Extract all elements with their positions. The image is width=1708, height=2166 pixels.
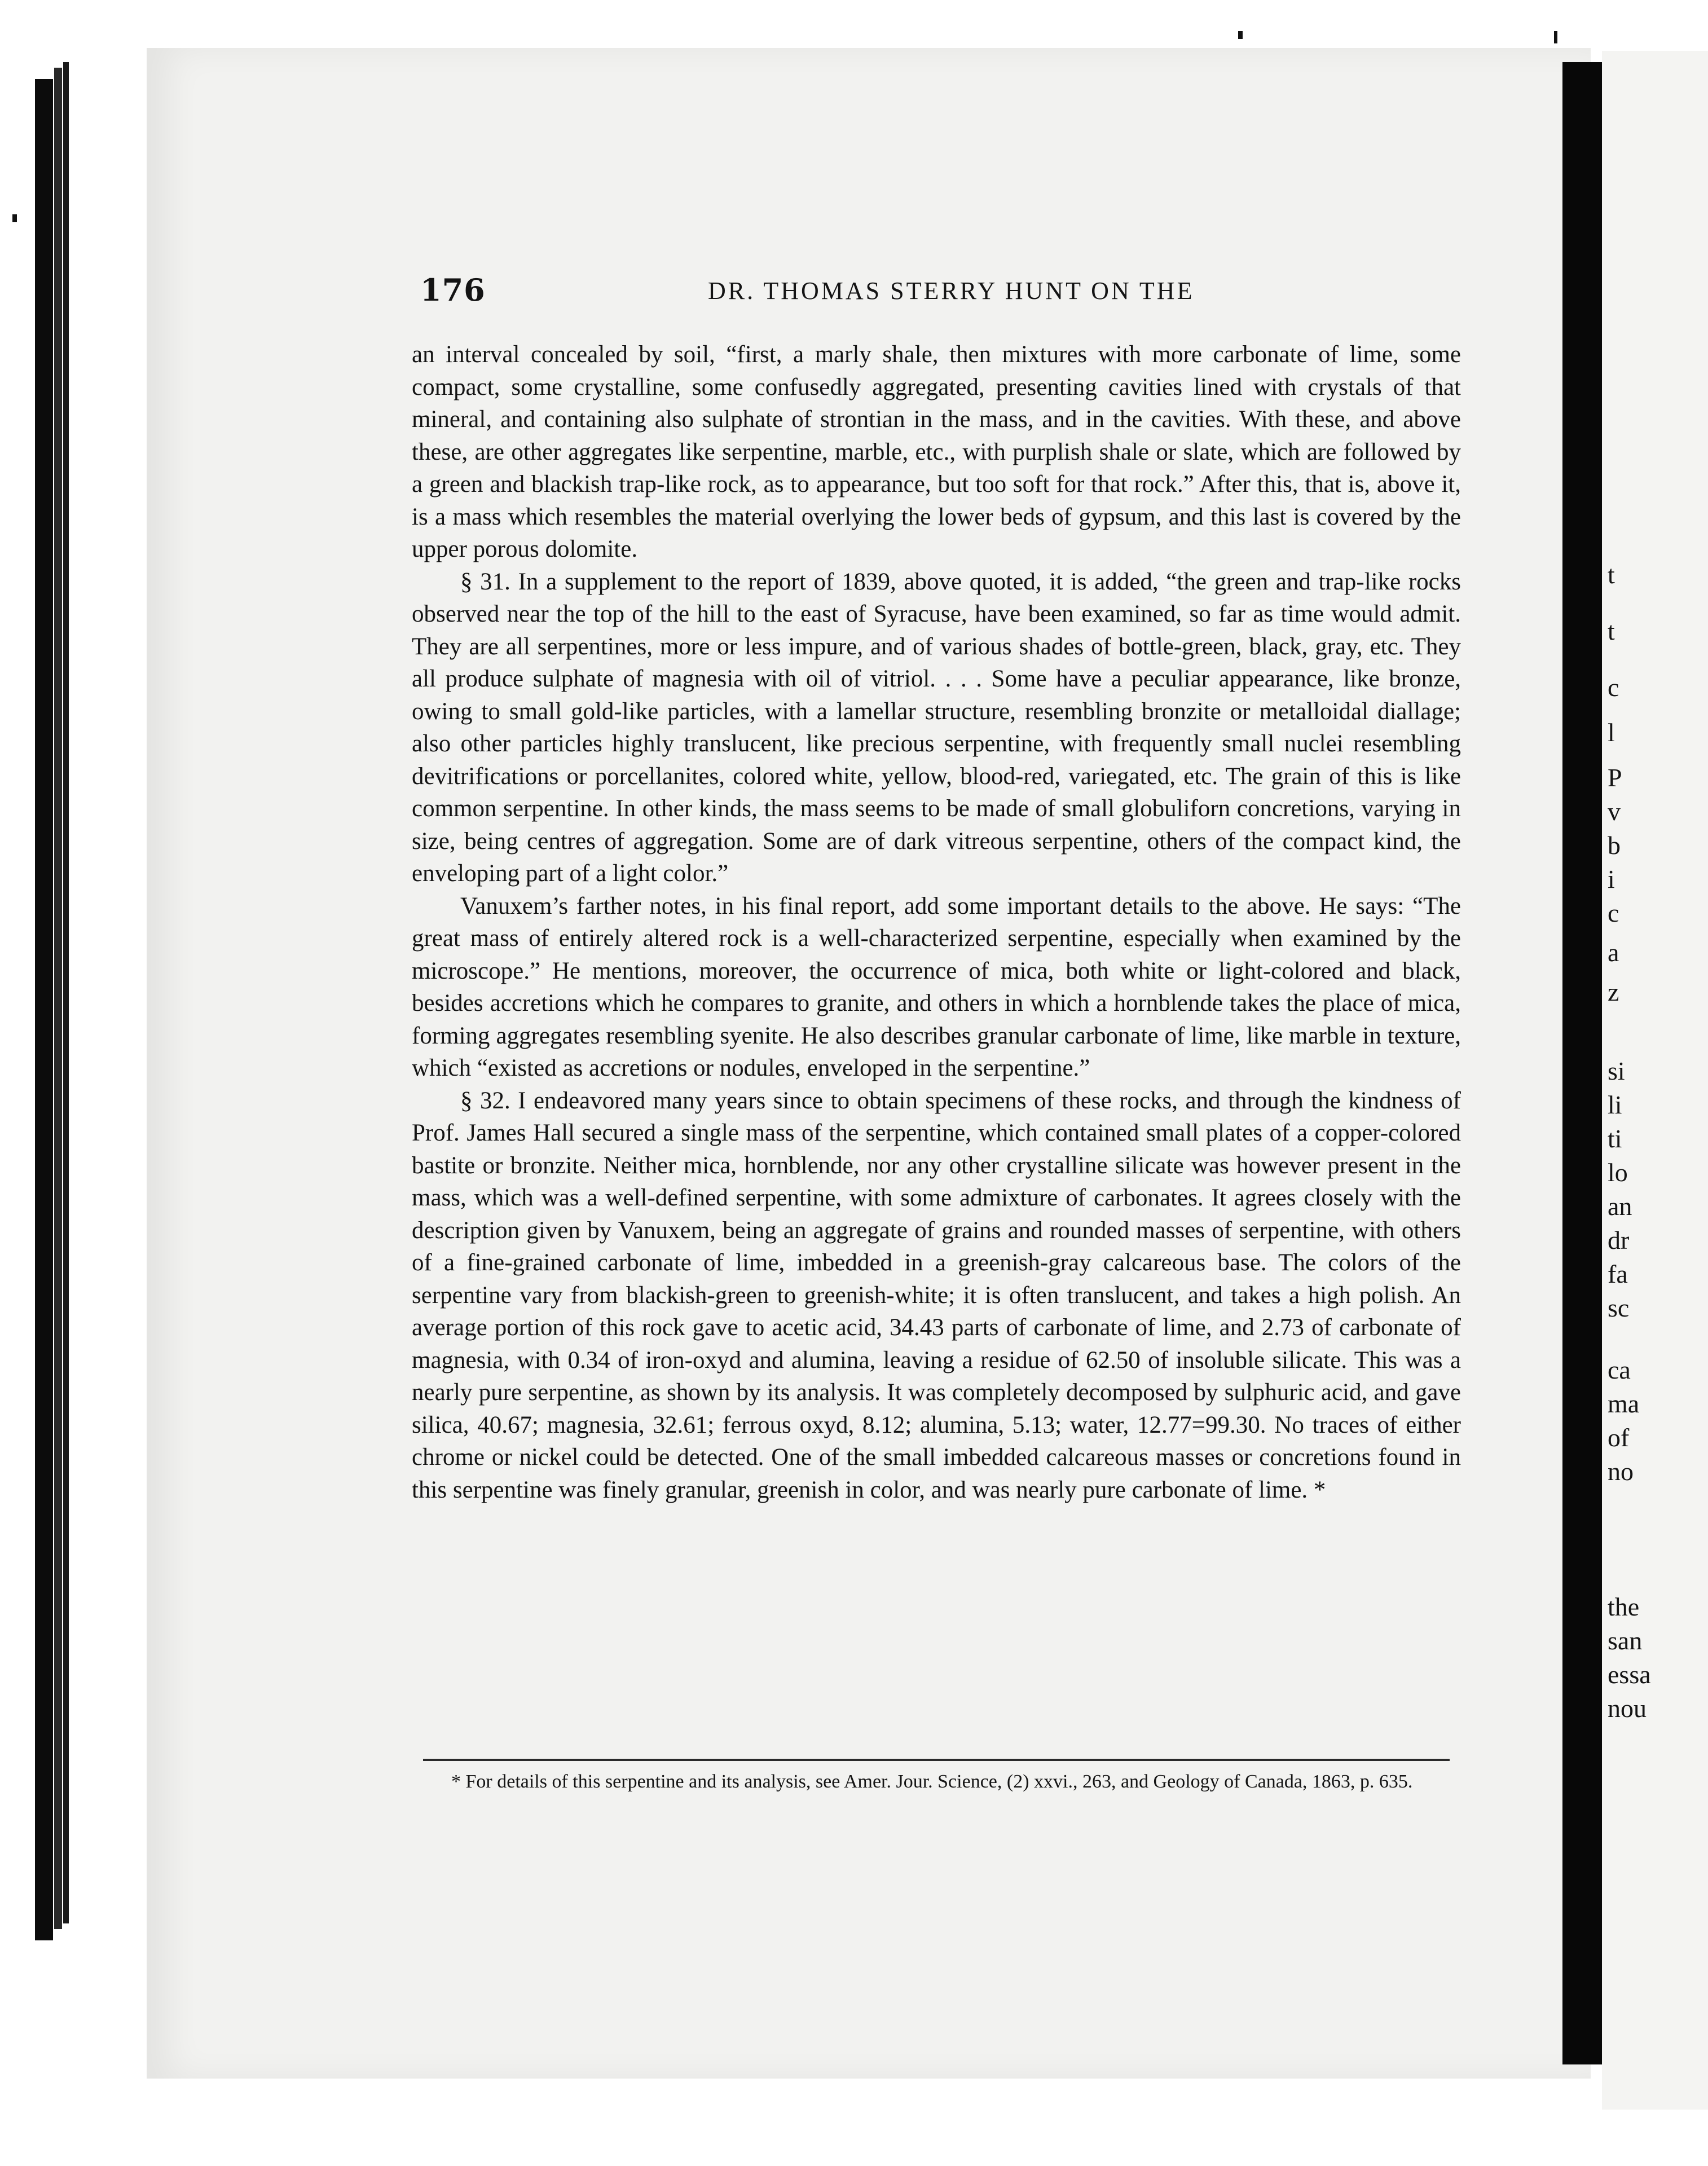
facing-page-fragment: i: [1608, 865, 1615, 893]
running-title: DR. THOMAS STERRY HUNT ON THE: [708, 277, 1195, 305]
facing-page-fragment: essa: [1608, 1660, 1651, 1689]
facing-page-fragment: the: [1608, 1592, 1640, 1621]
facing-page-fragment: ma: [1608, 1389, 1640, 1418]
facing-page-fragment: ca: [1608, 1355, 1631, 1384]
scan-speck: [1238, 31, 1243, 39]
facing-page-fragment: of: [1608, 1423, 1630, 1452]
facing-page-fragment: a: [1608, 938, 1619, 967]
facing-page-fragment: li: [1608, 1090, 1622, 1119]
facing-page-fragment: t: [1608, 617, 1615, 645]
facing-page-fragment: lo: [1608, 1158, 1628, 1187]
facing-page-fragment: P: [1608, 763, 1622, 792]
facing-page-fragment: no: [1608, 1457, 1634, 1486]
scan-speck: [1554, 31, 1557, 43]
facing-page-fragment: nou: [1608, 1694, 1647, 1723]
running-head: [420, 272, 1469, 311]
scan-margin-top: [0, 0, 1708, 51]
page-number: 176: [420, 272, 486, 308]
facing-page-fragment: v: [1608, 797, 1621, 826]
paragraph: § 32. I endeavored many years since to obtain specimens of these rocks, and through the kindness of Prof. James Hall secured a single mass of the serpentine, which contained small plates of a copper-colored bastite or bronzite. Neither mica, hornblende, nor any other crystalline silicate was however present in the mass, which was a well-defined serpentine, with some admixture of carbonates. It agrees closely with the description given by Vanuxem, being an aggregate of grains and rounded masses of serpentine, with others of a fine-grained carbonate of lime, imbedded in a greenish-gray calcareous base. The colors of the serpentine vary from blackish-green to greenish-white; it is often translucent, and takes a high polish. An average portion of this rock gave to acetic acid, 34.43 parts of carbonate of lime, and 2.73 of carbonate of magnesia, with 0.34 of iron-oxyd and alumina, leaving a residue of 62.50 of insoluble silicate. This was a nearly pure serpentine, as shown by its analysis. It was completely decomposed by sulphuric acid, and gave silica, 40.67; magnesia, 32.61; ferrous oxyd, 8.12; alumina, 5.13; water, 12.77=99.30. No traces of either chrome or nickel could be detected. One of the small imbedded calcareous masses or concretions found in this serpentine was finely granular, greenish in color, and was nearly pure carbonate of lime. *: [412, 1087, 1461, 1503]
facing-page-fragment: ti: [1608, 1124, 1622, 1153]
facing-page-edge: [1602, 51, 1708, 2110]
footnote: * For details of this serpentine and its analysis, see Amer. Jour. Science, (2) xxvi., 263, and Geology of Canada, 1863, p. 635.: [451, 1771, 1413, 1792]
facing-page-fragment: sc: [1608, 1293, 1630, 1322]
facing-page-fragment: z: [1608, 978, 1619, 1006]
facing-page-fragment: si: [1608, 1056, 1625, 1085]
body-text: [412, 338, 1461, 1506]
facing-page-fragment: c: [1608, 673, 1619, 702]
facing-page-fragment: c: [1608, 899, 1619, 927]
paragraph: an interval concealed by soil, “first, a marly shale, then mixtures with more carbonate of lime, some compact, some crystalline, some confusedly aggregated, presenting cavities lined with crystals of that mineral, and containing also sulphate of strontian in the mass, and in the cavities. With these, and above these, are other aggregates like serpentine, marble, etc., with purplish shale or slate, which are followed by a green and blackish trap-like rock, as to appearance, but too soft for that rock.” After this, that is, above it, is a mass which resembles the material overlying the lower beds of gypsum, and this last is covered by the upper porous dolomite.: [412, 341, 1461, 562]
footnote-rule: [423, 1759, 1450, 1761]
paragraph: § 31. In a supplement to the report of 1839, above quoted, it is added, “the green and trap-like rocks observed near the top of the hill to the east of Syracuse, have been examined, so far as time would admit. They are all serpentines, more or less impure, and of various shades of bottle-green, black, gray, etc. They all produce sulphate of magnesia with oil of vitriol. . . . Some have a peculiar appearance, like bronze, owing to small gold-like particles, with a lamellar structure, resembling bronzite or metalloidal diallage; also other particles highly translucent, like precious serpentine, with frequently small nuclei resembling devitrifications or porcellanites, colored white, yellow, blood-red, variegated, etc. The grain of this is like common serpentine. In other kinds, the mass seems to be made of small globuliforn concretions, varying in size, being centres of aggregation. Some are of dark vitreous serpentine, others of the compact kind, the enveloping part of a light color.”: [412, 568, 1461, 887]
paragraph: Vanuxem’s farther notes, in his final report, add some important details to the above. He says: “The great mass of entirely altered rock is a well-characterized serpentine, especially when examined by the microscope.” He mentions, moreover, the occurrence of mica, both white or light-colored and black, besides accretions which he compares to granite, and others in which a hornblende takes the place of mica, forming aggregates resembling syenite. He also describes granular carbonate of lime, like marble in texture, which “existed as accretions or nodules, enveloped in the serpentine.”: [412, 892, 1461, 1081]
book-gutter: [1562, 62, 1602, 2064]
facing-page-fragment: fa: [1608, 1260, 1628, 1288]
page-stack-edge: [35, 79, 53, 1940]
page-stack-edge: [54, 68, 62, 1929]
facing-page-fragment: t: [1608, 560, 1615, 589]
facing-page-fragment: an: [1608, 1192, 1632, 1221]
scan-speck: [12, 214, 17, 222]
facing-page-fragment: l: [1608, 718, 1615, 747]
facing-page-fragment: b: [1608, 831, 1621, 860]
facing-page-fragment: dr: [1608, 1226, 1630, 1254]
page-stack-edge: [63, 62, 69, 1923]
scan-margin-left: [0, 0, 39, 2166]
facing-page-fragment: san: [1608, 1626, 1643, 1655]
